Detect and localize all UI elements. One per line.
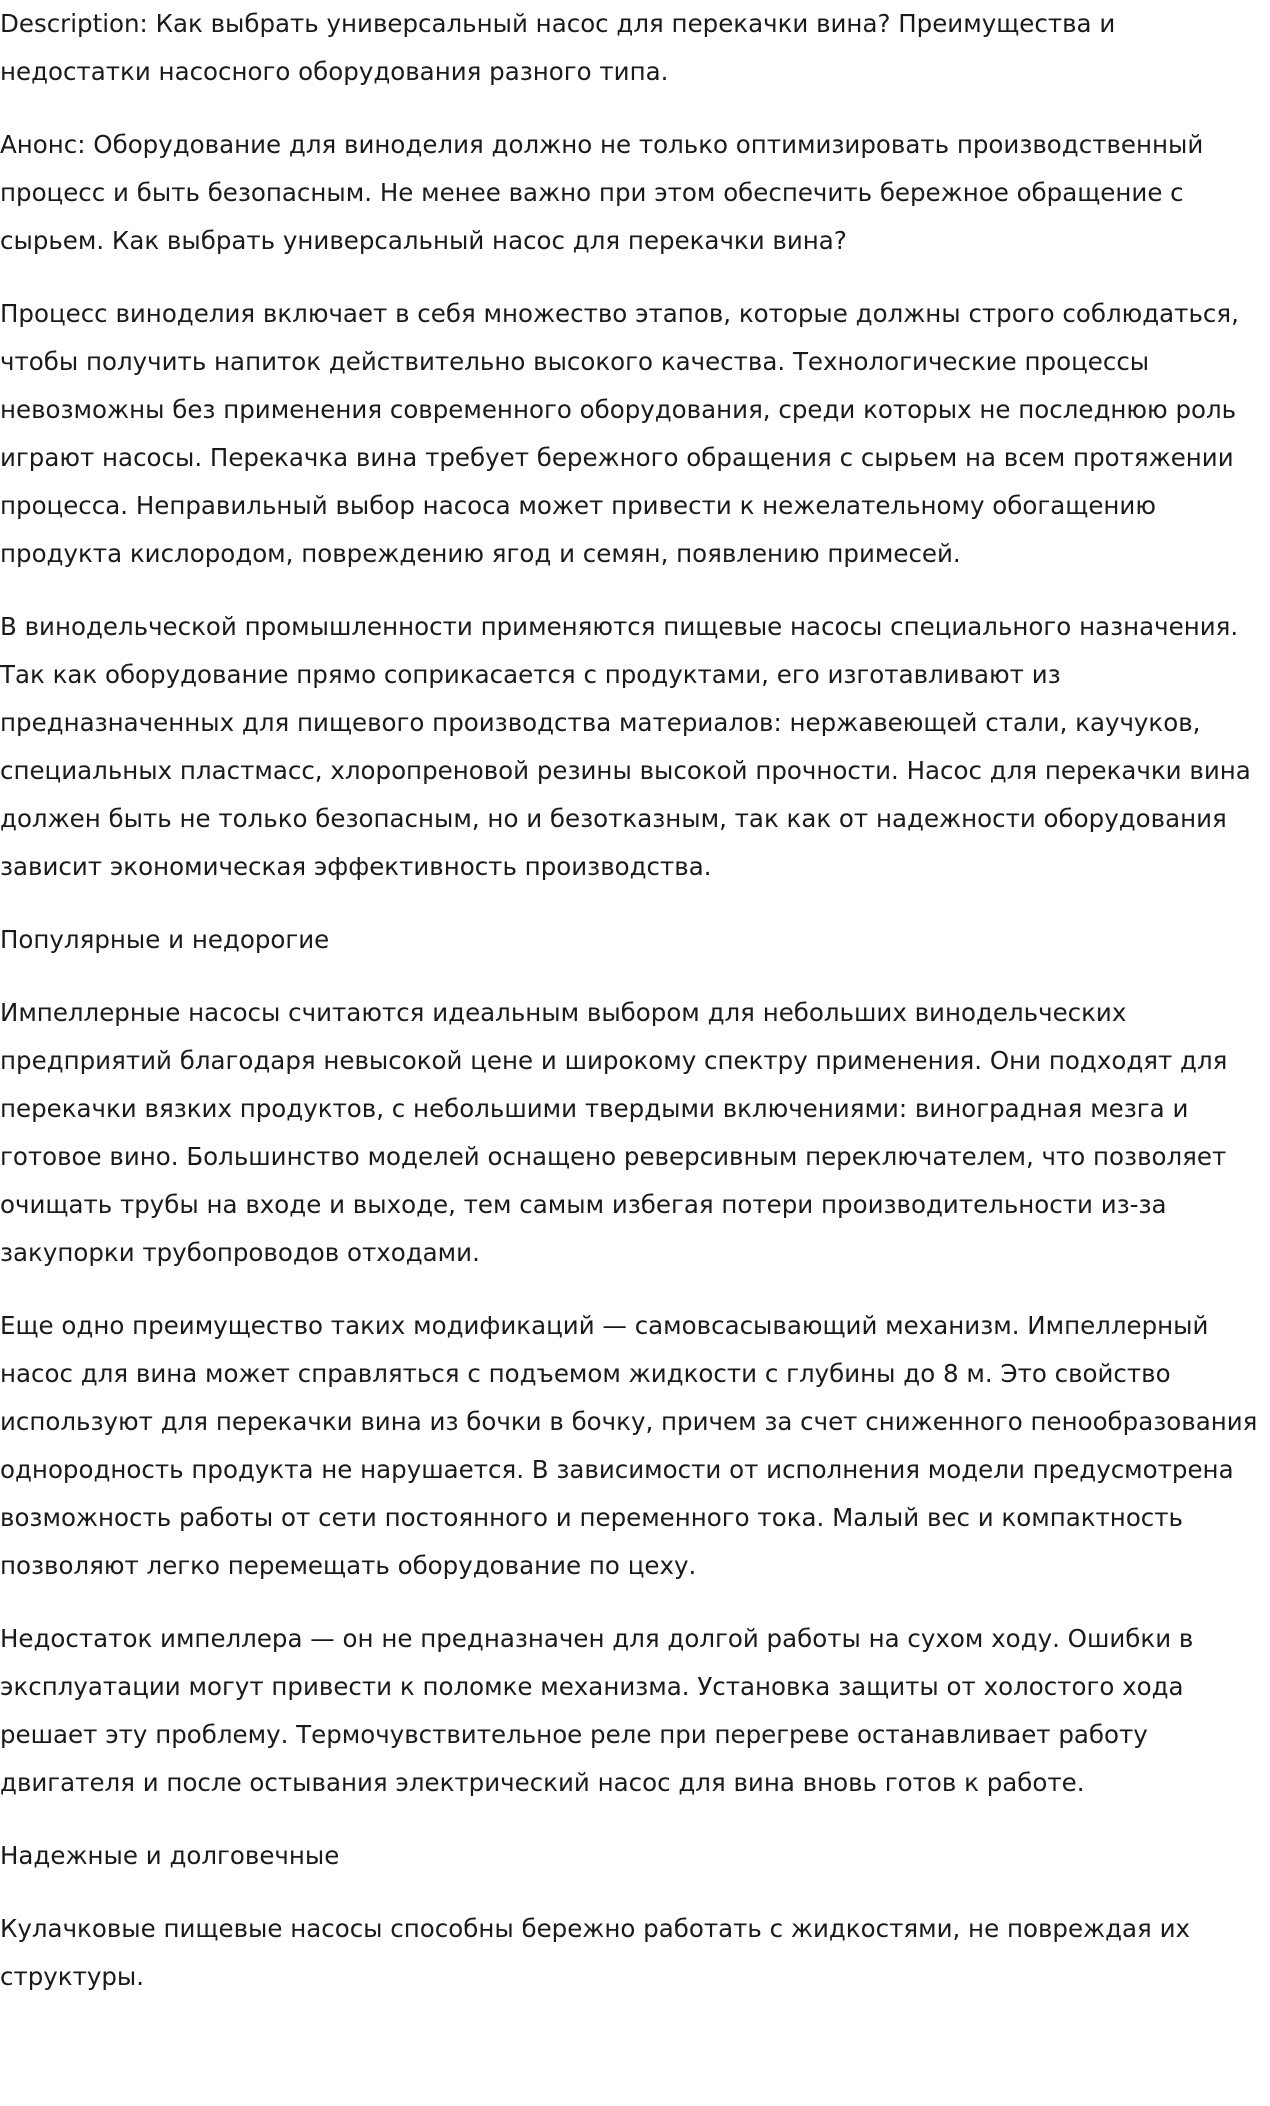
section-heading-lobe: Надежные и долговечные <box>0 1841 340 1870</box>
impeller-advantage-paragraph: Еще одно преимущество таких модификаций — самовсасывающий механизм. Импеллерный насос для вина может справляться с подъемом жидкости с глубины до 8 м. Это свойство используют для перекачки вина из бочки в бочку, причем за счет сниженного пенообразования однородность продукта не нарушается. В зависимости от исполнения модели предусмотрена возможность работы от сети постоянного и переменного тока. Малый вес и компактность позволяют легко перемещать оборудование по цеху. <box>0 1311 1258 1580</box>
impeller-paragraph: Импеллерные насосы считаются идеальным выбором для небольших винодельческих предприятий благодаря невысокой цене и широкому спектру применения. Они подходят для перекачки вязких продуктов, с небольшими твердыми включениями: виноградная мезга и готовое вино. Большинство моделей оснащено реверсивным переключателем, что позволяет очищать трубы на входе и выходе, тем самым избегая потери производительности из-за закупорки трубопроводов отходами. <box>0 998 1228 1267</box>
announcement-paragraph: Анонс: Оборудование для виноделия должно не только оптимизировать производственный процесс и быть безопасным. Не менее важно при этом обеспечить бережное обращение с сырьем. Как выбрать универсальный насос для перекачки вина? <box>0 130 1204 255</box>
lobe-pump-paragraph: Кулачковые пищевые насосы способны бережно работать с жидкостями, не повреждая их структуры. <box>0 1914 1190 1991</box>
description-paragraph: Description: Как выбрать универсальный насос для перекачки вина? Преимущества и недостатки насосного оборудования разного типа. <box>0 9 1116 86</box>
industry-paragraph: В винодельческой промышленности применяются пищевые насосы специального назначения. Так как оборудование прямо соприкасается с продуктами, его изготавливают из предназначенных для пищевого производства материалов: нержавеющей стали, каучуков, специальных пластмасс, хлоропреновой резины высокой прочности. Насос для перекачки вина должен быть не только безопасным, но и безотказным, так как от надежности оборудования зависит экономическая эффективность производства. <box>0 612 1251 881</box>
intro-paragraph: Процесс виноделия включает в себя множество этапов, которые должны строго соблюдаться, чтобы получить напиток действительно высокого качества. Технологические процессы невозможны без применения современного оборудования, среди которых не последнюю роль играют насосы. Перекачка вина требует бережного обращения с сырьем на всем протяжении процесса. Неправильный выбор насоса может привести к нежелательному обогащению продукта кислородом, повреждению ягод и семян, появлению примесей. <box>0 299 1239 568</box>
section-heading-impeller: Популярные и недорогие <box>0 925 330 954</box>
impeller-drawback-paragraph: Недостаток импеллера — он не предназначен для долгой работы на сухом ходу. Ошибки в эксплуатации могут привести к поломке механизма. Установка защиты от холостого хода решает эту проблему. Термочувствительное реле при перегреве останавливает работу двигателя и после остывания электрический насос для вина вновь готов к работе. <box>0 1624 1194 1797</box>
